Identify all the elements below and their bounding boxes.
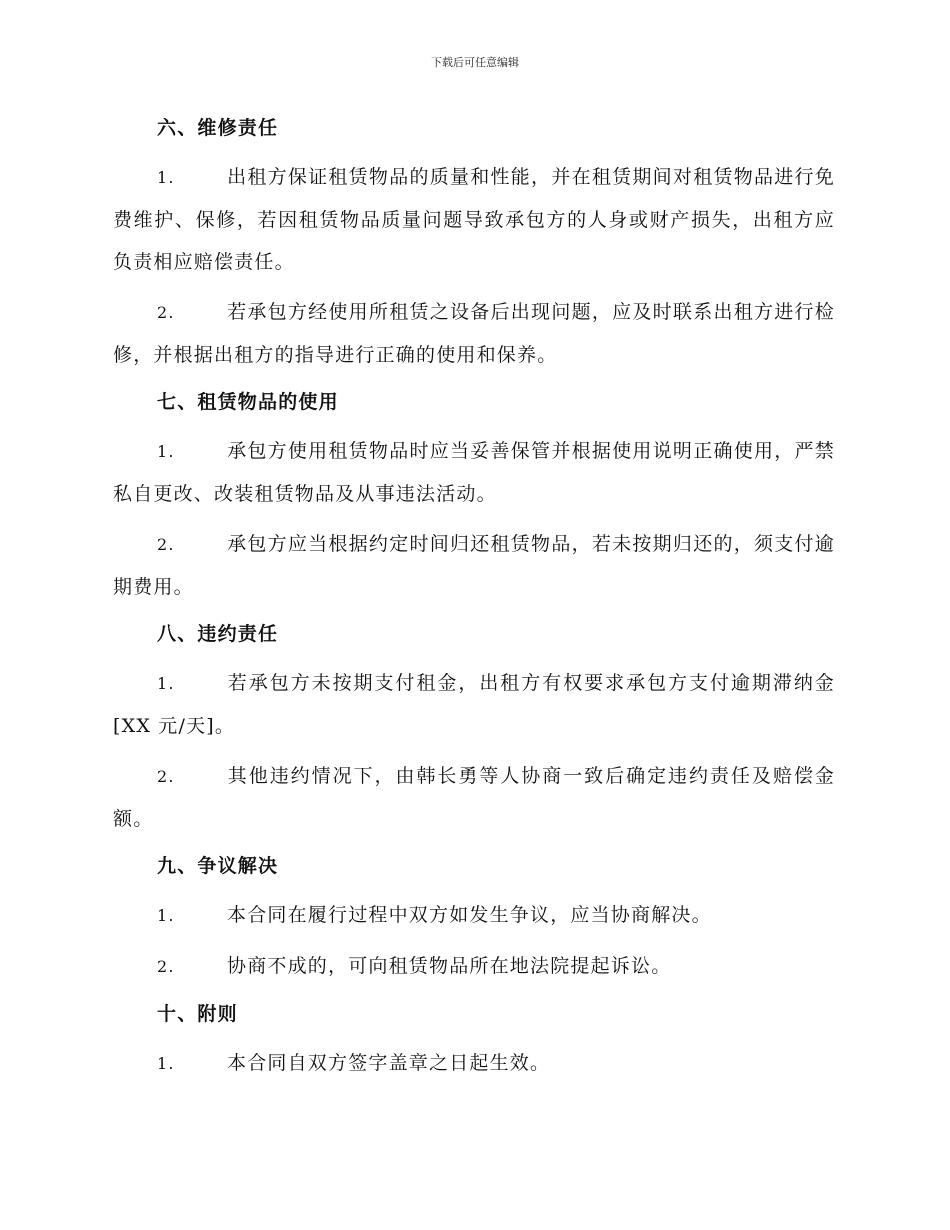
- clause: [113, 945, 835, 988]
- clause-text: 其他违约情况下，由韩长勇等人协商一致后确定违约责任及赔偿金额。: [113, 765, 835, 830]
- clause-number: 1.: [157, 906, 175, 925]
- clause: [113, 523, 835, 608]
- clause: [113, 156, 835, 283]
- section-heading: 八、违约责任: [157, 623, 279, 645]
- clause-number: 1.: [157, 1054, 175, 1073]
- section-heading: 六、维修责任: [157, 117, 279, 139]
- clause-number: 1.: [157, 674, 175, 693]
- document-body: [113, 110, 835, 1093]
- clause-number: 2.: [157, 303, 175, 322]
- clause-number: 2.: [157, 957, 175, 976]
- section-maintenance: [113, 110, 835, 376]
- page-header: 下载后可任意编辑: [431, 56, 519, 69]
- section-supplementary: [113, 996, 835, 1085]
- clause-text: 若承包方未按期支付租金，出租方有权要求承包方支付逾期滞纳金[XX 元/天]。: [113, 672, 835, 737]
- section-heading: 七、租赁物品的使用: [157, 391, 339, 413]
- clause-text: 本合同自双方签字盖章之日起生效。: [227, 1052, 551, 1074]
- clause-number: 2.: [157, 767, 175, 786]
- section-heading: 十、附则: [157, 1003, 238, 1025]
- clause: [113, 894, 835, 937]
- clause-number: 1.: [157, 442, 175, 461]
- clause: [113, 291, 835, 376]
- clause-text: 若承包方经使用所租赁之设备后出现问题，应及时联系出租方进行检修，并根据出租方的指导进行正确的使用和保养。: [113, 301, 835, 366]
- clause-text: 承包方应当根据约定时间归还租赁物品，若未按期归还的，须支付逾期费用。: [113, 533, 835, 598]
- clause: [113, 662, 835, 747]
- section-heading: 九、争议解决: [157, 855, 279, 877]
- clause-text: 承包方使用租赁物品时应当妥善保管并根据使用说明正确使用，严禁私自更改、改装租赁物品及从事违法活动。: [113, 440, 835, 505]
- section-dispute: [113, 848, 835, 988]
- clause-number: 2.: [157, 535, 175, 554]
- clause-text: 本合同在履行过程中双方如发生争议，应当协商解决。: [227, 904, 712, 926]
- section-usage: [113, 384, 835, 608]
- clause: [113, 1042, 835, 1085]
- clause: [113, 430, 835, 515]
- section-breach: [113, 616, 835, 840]
- clause-text: 协商不成的，可向租赁物品所在地法院提起诉讼。: [227, 955, 672, 977]
- clause: [113, 755, 835, 840]
- clause-text: 出租方保证租赁物品的质量和性能，并在租赁期间对租赁物品进行免费维护、保修，若因租赁物品质量问题导致承包方的人身或财产损失，出租方应负责相应赔偿责任。: [113, 166, 835, 273]
- clause-number: 1.: [157, 168, 175, 187]
